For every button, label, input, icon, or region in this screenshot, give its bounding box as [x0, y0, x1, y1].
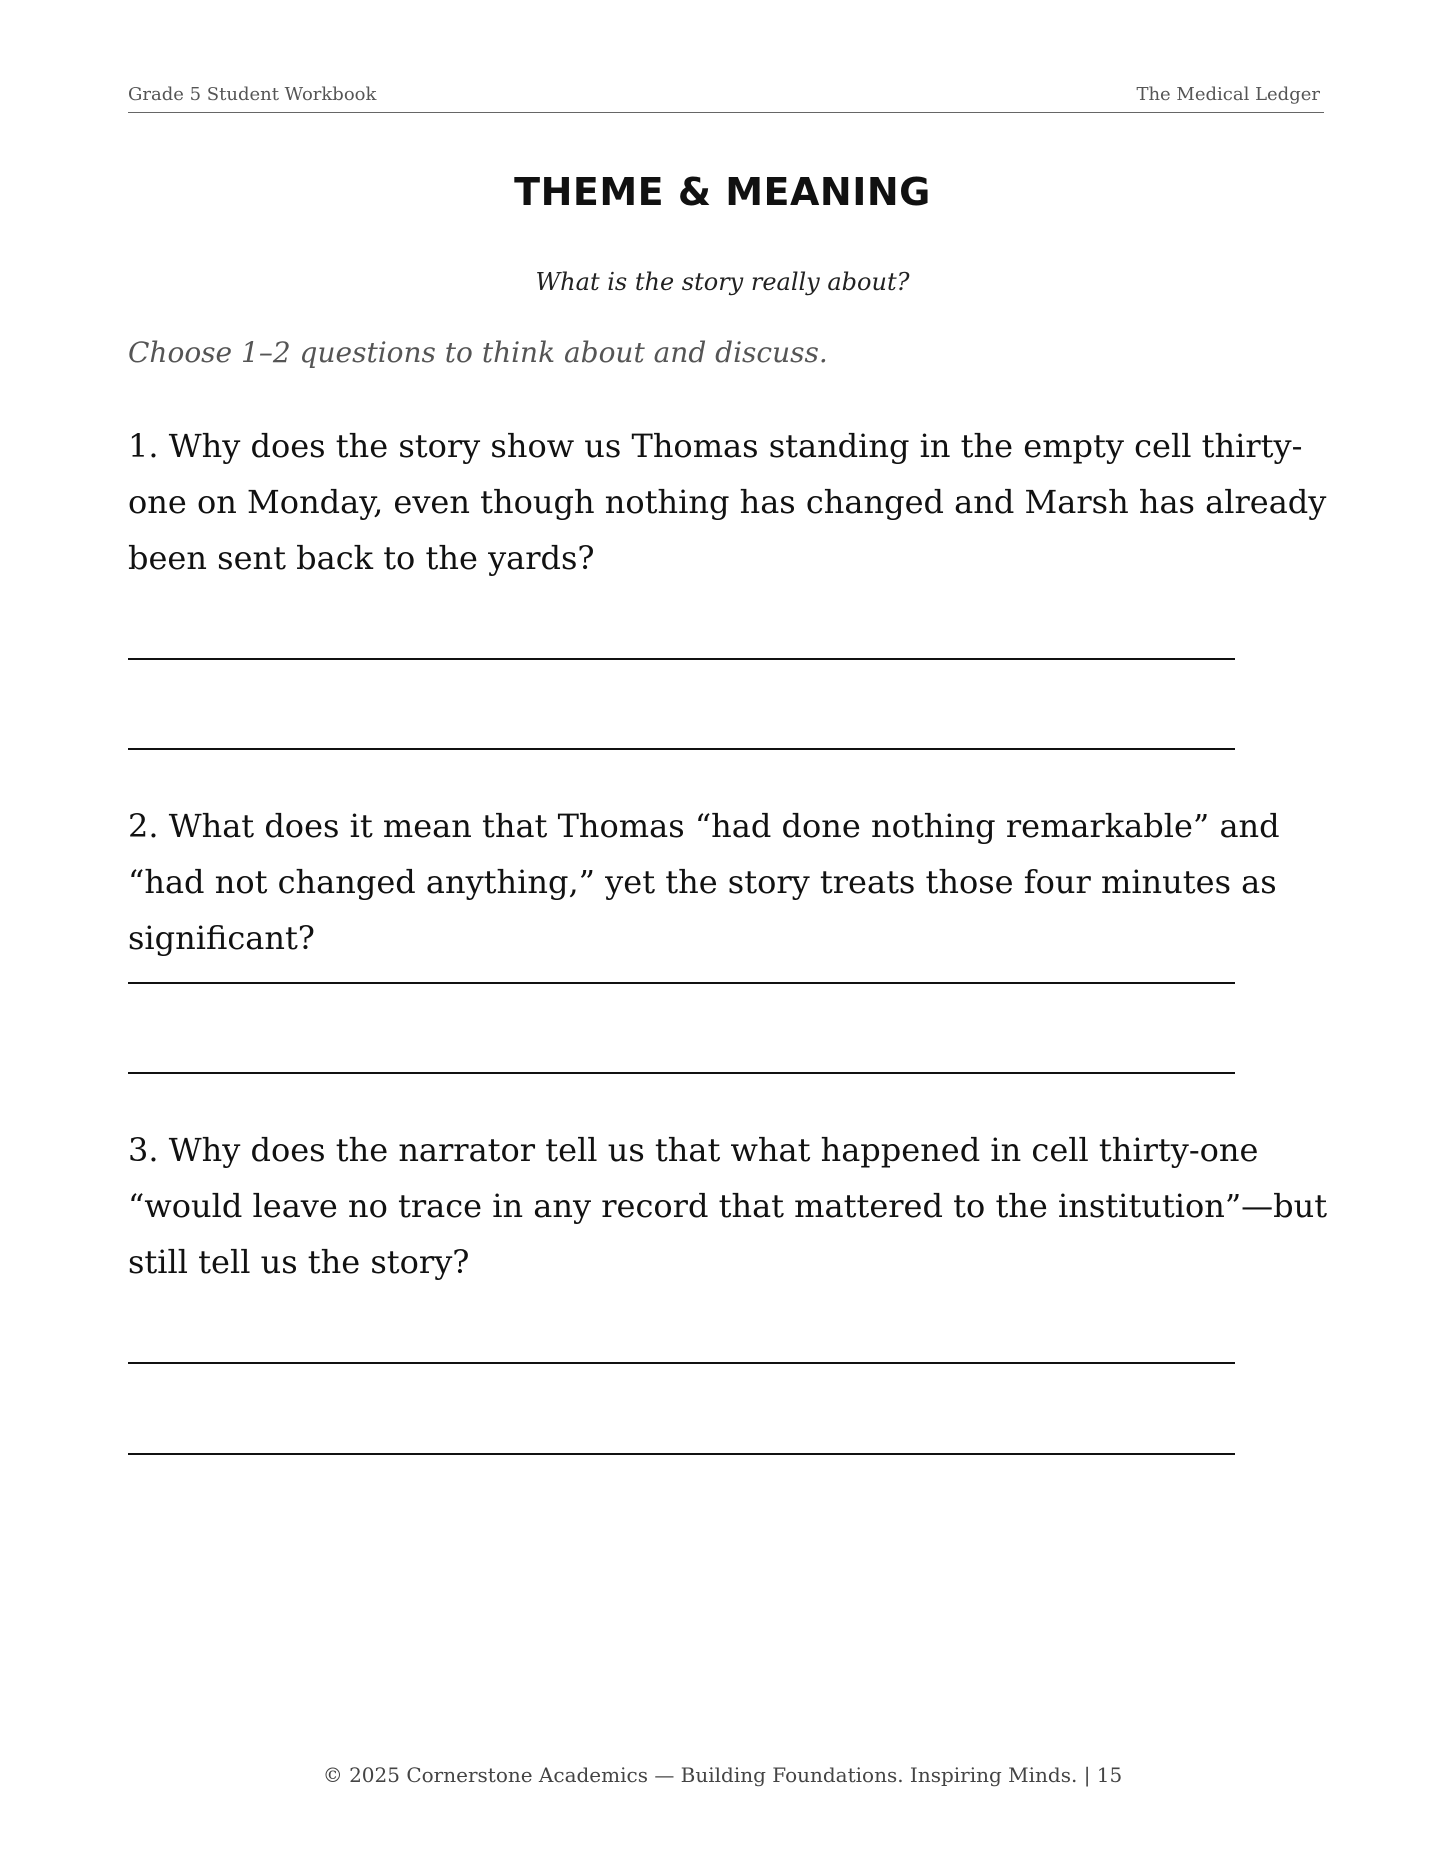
workbook-label: Grade 5 Student Workbook: [128, 84, 377, 105]
page-footer: © 2025 Cornerstone Academics — Building Foundations. Inspiring Minds. | 15: [322, 1763, 1123, 1787]
answer-line-2b[interactable]: [128, 1072, 1235, 1074]
page-subtitle: What is the story really about?: [535, 268, 910, 296]
question-3: 3. Why does the narrator tell us that what happened in cell thirty-one “would leave no trace in any record that mattered to the institution”—but still tell us the story?: [128, 1131, 1328, 1281]
question-2: 2. What does it mean that Thomas “had done nothing remarkable” and “had not changed anything,” yet the story treats those four minutes as significant?: [128, 807, 1280, 957]
answer-line-3a[interactable]: [128, 1362, 1235, 1364]
instruction-text: Choose 1–2 questions to think about and discuss.: [128, 336, 828, 369]
answer-line-3b[interactable]: [128, 1453, 1235, 1455]
answer-line-1b[interactable]: [128, 748, 1235, 750]
question-1: 1. Why does the story show us Thomas standing in the empty cell thirty-one on Monday, even though nothing has changed and Marsh has already been sent back to the yards?: [128, 427, 1327, 577]
page-title: THEME & MEANING: [514, 170, 931, 214]
answer-line-2a[interactable]: [128, 982, 1235, 984]
book-title-label: The Medical Ledger: [1136, 84, 1320, 105]
answer-line-1a[interactable]: [128, 658, 1235, 660]
page-header: [128, 84, 1324, 113]
